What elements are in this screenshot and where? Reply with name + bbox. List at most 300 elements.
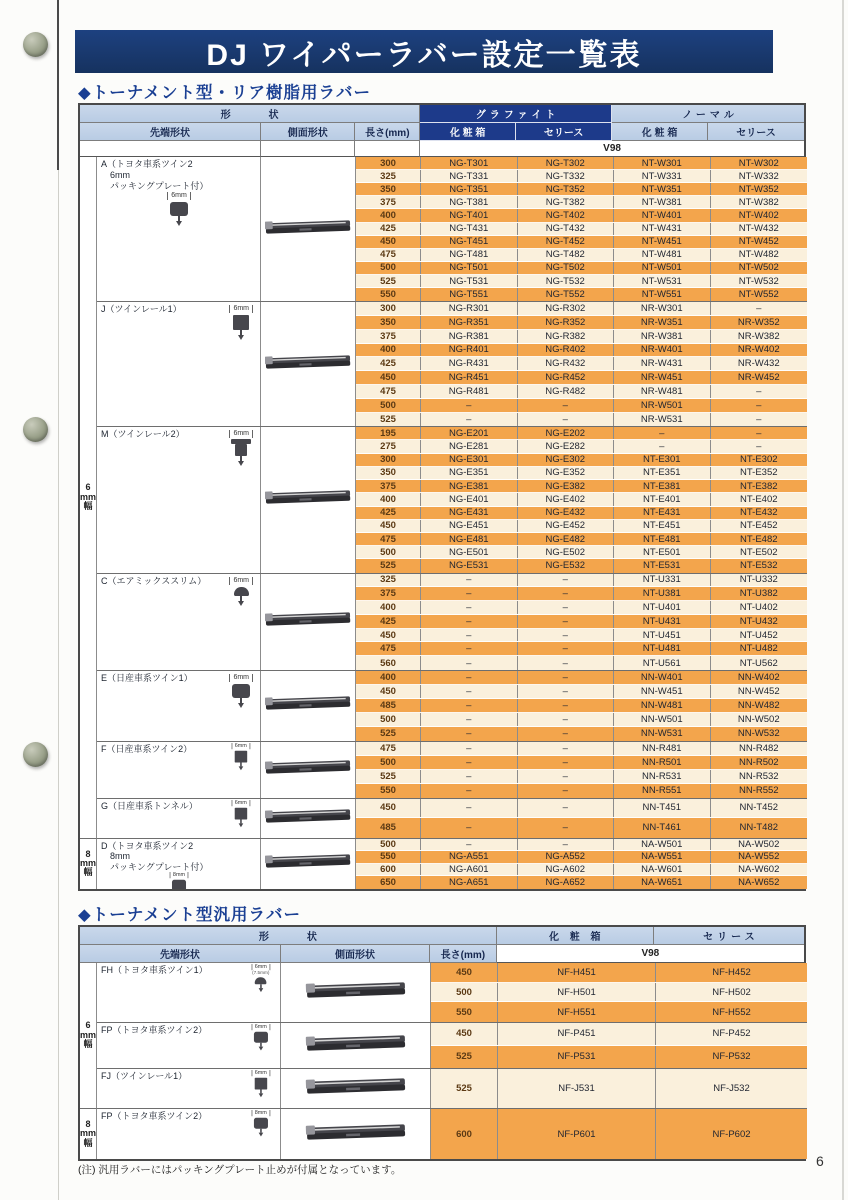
length-cell: 300 <box>356 302 421 315</box>
side-shape-cell <box>261 157 356 301</box>
part-number-cell: NG-R452 <box>518 371 615 384</box>
part-number-cell: NG-R481 <box>421 385 518 398</box>
part-number-cell: – <box>421 615 518 628</box>
table-row <box>431 963 807 983</box>
part-number-cell: NN-R482 <box>738 742 779 754</box>
tip-arrow-down-icon <box>259 988 264 992</box>
page-number: 6 <box>816 1153 824 1169</box>
length-cell: 500 <box>356 839 421 851</box>
group-M <box>97 427 807 573</box>
tip-shape-diagram <box>232 743 250 770</box>
part-number-cell: NG-A601 <box>421 864 518 876</box>
part-number-cell: – <box>518 413 615 427</box>
tip-shape-cell <box>97 157 261 301</box>
binder-hole <box>23 32 48 57</box>
tip-shape-diagram <box>101 192 257 226</box>
footnote: (注) 汎用ラバーにはパッキングプレート止めが付属となっています。 <box>78 1164 402 1176</box>
part-number-cell: NF-H552 <box>712 1006 751 1018</box>
part-number-cell: NT-E482 <box>740 533 778 545</box>
part-number-cell: – <box>518 587 615 600</box>
part-number-cell: – <box>421 685 518 698</box>
length-cell: 525 <box>356 559 421 572</box>
part-number-cell: NT-E402 <box>740 493 778 505</box>
part-number-cell: NG-T552 <box>518 288 615 301</box>
part-number-cell: NN-W531 <box>614 727 711 741</box>
part-number-cell: NF-H551 <box>498 1002 656 1022</box>
tip-width-label: 6mm <box>252 1070 270 1076</box>
side-profile-image <box>291 1075 421 1102</box>
length-cell: 500 <box>356 399 421 412</box>
part-number-cell: – <box>518 799 615 818</box>
group-label-row <box>101 1025 277 1058</box>
table1-model-row <box>80 141 804 157</box>
part-number-cell: NT-U382 <box>739 588 778 600</box>
col-header-box-graphite: 化 粧 箱 <box>420 123 516 141</box>
length-cell: 325 <box>356 170 421 182</box>
table-row <box>356 533 807 546</box>
length-cell: 525 <box>431 1046 498 1068</box>
empty-cell <box>80 141 261 157</box>
twin-tip-icon <box>254 1032 268 1043</box>
part-number-cell: – <box>518 742 615 755</box>
part-number-cell: NF-P452 <box>712 1028 751 1040</box>
part-number-cell: NG-E432 <box>518 507 615 519</box>
part-number-cell: – <box>421 399 518 412</box>
part-number-cell: NA-W651 <box>614 876 711 889</box>
part-number-cell: – <box>518 699 615 712</box>
table-row <box>356 546 807 559</box>
part-number-cell: NT-E432 <box>740 507 778 519</box>
part-number-cell: NT-W332 <box>738 170 779 182</box>
col-header-box: 化 粧 箱 <box>497 927 654 945</box>
length-cell: 450 <box>356 685 421 698</box>
table-row <box>356 262 807 275</box>
table-row <box>356 480 807 493</box>
rear-resin-rubber-table <box>78 103 806 891</box>
part-number-cell: NG-T351 <box>421 183 518 195</box>
length-cell: 300 <box>356 157 421 169</box>
part-number-cell: NF-J531 <box>498 1069 656 1108</box>
part-number-cell: NN-R501 <box>614 756 711 769</box>
group-label-row <box>101 1071 277 1105</box>
table-row <box>356 713 807 727</box>
part-number-cell: – <box>421 727 518 741</box>
tip-shape-cell <box>97 742 261 798</box>
part-number-cell: NG-T532 <box>518 275 615 287</box>
width-band-label: 幅 <box>83 1039 93 1050</box>
part-number-cell: NT-E381 <box>614 480 711 492</box>
part-number-cell: NG-R432 <box>518 357 615 370</box>
length-cell: 525 <box>356 727 421 741</box>
part-number-cell: NG-R382 <box>518 330 615 343</box>
width-band-label: 8 <box>85 1118 91 1129</box>
part-number-cell: – <box>421 574 518 587</box>
part-number-cell: NG-T551 <box>421 288 518 301</box>
part-number-cell: NF-P451 <box>498 1023 656 1045</box>
side-profile-image <box>265 805 351 832</box>
part-number-cell: – <box>518 784 615 798</box>
tip-arrow-down-icon <box>239 766 244 770</box>
table-row <box>431 1023 807 1046</box>
side-shape-cell <box>261 839 356 889</box>
part-number-cell: NN-R551 <box>614 784 711 798</box>
part-number-cell: NG-T381 <box>421 196 518 208</box>
part-number-cell: NR-W501 <box>614 399 711 412</box>
twin-tip-icon <box>172 880 186 889</box>
part-number-cell: – <box>421 770 518 783</box>
twin-tip-icon <box>170 202 188 216</box>
section-title-general: ◆トーナメント型汎用ラバー <box>78 906 302 924</box>
table-row <box>356 742 807 756</box>
part-number-cell: NG-E501 <box>421 546 518 558</box>
table-row <box>356 467 807 480</box>
group-label-row <box>101 576 257 606</box>
group-rows <box>356 671 807 741</box>
length-cell: 525 <box>356 413 421 427</box>
model-code: V98 <box>497 945 804 963</box>
side-shape-cell <box>261 302 356 426</box>
group-label-row <box>101 801 257 835</box>
group-F <box>97 742 807 799</box>
part-number-cell: NT-E451 <box>614 520 711 532</box>
part-number-cell: NF-J532 <box>713 1083 750 1094</box>
side-shape-cell <box>261 742 356 798</box>
part-number-cell: NG-T352 <box>518 183 615 195</box>
part-number-cell: NG-T451 <box>421 236 518 248</box>
part-number-cell: – <box>756 413 762 425</box>
table-row <box>356 385 807 399</box>
part-number-cell: NT-W402 <box>738 209 779 221</box>
part-number-cell: – <box>421 818 518 837</box>
table-row <box>356 493 807 506</box>
part-number-cell: NN-W532 <box>737 728 780 740</box>
part-number-cell: – <box>614 440 711 452</box>
table-row <box>356 770 807 784</box>
length-cell: 450 <box>356 236 421 248</box>
tip-width-label: 6mm <box>229 674 253 682</box>
part-number-cell: – <box>518 615 615 628</box>
part-number-cell: NT-E352 <box>740 467 778 479</box>
group-E <box>97 671 807 742</box>
part-number-cell: NR-W432 <box>737 358 780 370</box>
width-band-column <box>80 157 97 889</box>
part-number-cell: NT-E531 <box>614 559 711 572</box>
group-rows <box>356 742 807 798</box>
part-number-cell: NA-W652 <box>738 876 780 888</box>
part-number-cell: NN-R481 <box>614 742 711 755</box>
part-number-cell: NT-U481 <box>614 642 711 655</box>
part-number-cell: – <box>421 713 518 726</box>
part-number-cell: NG-R401 <box>421 344 518 357</box>
tip-shape-cell <box>97 1069 281 1108</box>
tip-arrow-down-icon <box>238 461 244 466</box>
table-row <box>356 413 807 427</box>
table-row <box>356 196 807 209</box>
part-number-cell: NT-U452 <box>739 629 778 641</box>
table-row <box>356 275 807 288</box>
tip-shape-cell <box>97 574 261 670</box>
table-row <box>356 507 807 520</box>
length-cell: 300 <box>356 454 421 466</box>
part-number-cell: NG-R301 <box>421 302 518 315</box>
length-cell: 650 <box>356 876 421 889</box>
table-row <box>356 629 807 643</box>
part-number-cell: NG-E352 <box>518 467 615 479</box>
table-row <box>356 685 807 699</box>
part-number-cell: – <box>518 574 615 587</box>
group-rows <box>356 574 807 670</box>
part-number-cell: NF-H451 <box>498 963 656 982</box>
table-row <box>356 784 807 798</box>
group-label: C（エアミックススリム） <box>101 575 207 586</box>
tip-arrow-down-icon <box>259 1133 264 1137</box>
part-number-cell: – <box>421 629 518 642</box>
group-label: J（ツインレール1） <box>101 304 182 315</box>
table-row <box>356 615 807 629</box>
group-rows <box>356 302 807 426</box>
part-number-cell: NT-W501 <box>614 262 711 274</box>
table1-header-row-2 <box>80 123 804 141</box>
tip-shape-diagram <box>229 674 253 708</box>
binder-hole <box>23 417 48 442</box>
part-number-cell: NN-W401 <box>614 671 711 684</box>
rail-tip-icon <box>235 807 247 819</box>
part-number-cell: NN-R502 <box>738 756 779 768</box>
groups-column <box>97 963 807 1159</box>
part-number-cell: NG-A551 <box>421 851 518 863</box>
model-code: V98 <box>420 141 804 157</box>
length-cell: 450 <box>356 629 421 642</box>
length-cell: 525 <box>431 1069 498 1108</box>
part-number-cell: NT-U332 <box>739 574 778 586</box>
length-cell: 600 <box>431 1109 498 1159</box>
side-profile-image <box>265 486 351 513</box>
part-number-cell: – <box>518 818 615 837</box>
table-row <box>356 574 807 588</box>
part-number-cell: NG-R402 <box>518 344 615 357</box>
table-row <box>356 223 807 236</box>
part-number-cell: NT-U451 <box>614 629 711 642</box>
part-number-cell: NR-W382 <box>737 330 780 342</box>
part-number-cell: – <box>421 784 518 798</box>
table-row <box>356 671 807 685</box>
length-cell: 560 <box>356 656 421 670</box>
part-number-cell: NR-W481 <box>614 385 711 398</box>
part-number-cell: NN-R531 <box>614 770 711 783</box>
group-rows <box>356 839 807 889</box>
page-right-edge <box>842 0 844 1200</box>
part-number-cell: NT-U431 <box>614 615 711 628</box>
width-band-6mm <box>80 963 97 1109</box>
tip-width-label: 6mm <box>232 743 250 749</box>
part-number-cell: NT-W481 <box>614 249 711 261</box>
table2-header-row-1 <box>80 927 804 945</box>
part-number-cell: NT-E502 <box>740 546 778 558</box>
part-number-cell: NT-W552 <box>738 289 779 301</box>
part-number-cell: NT-E431 <box>614 507 711 519</box>
part-number-cell: NG-E431 <box>421 507 518 519</box>
part-number-cell: NT-U401 <box>614 601 711 614</box>
width-band-6mm <box>80 157 97 839</box>
table-row <box>356 454 807 467</box>
binder-hole <box>23 742 48 767</box>
table-row <box>356 170 807 183</box>
part-number-cell: NT-W301 <box>614 157 711 169</box>
tip-arrow-down-icon <box>238 703 244 708</box>
mushroom-tip-icon <box>234 587 249 596</box>
part-number-cell: NT-W551 <box>614 288 711 301</box>
table-row <box>356 851 807 864</box>
part-number-cell: NT-U331 <box>614 574 711 587</box>
table-row <box>356 357 807 371</box>
part-number-cell: NG-E201 <box>421 427 518 439</box>
length-cell: 400 <box>356 209 421 221</box>
group-label: M（ツインレール2） <box>101 429 185 440</box>
part-number-cell: NG-E282 <box>518 440 615 452</box>
part-number-cell: NN-R552 <box>738 785 779 797</box>
part-number-cell: NF-P602 <box>712 1128 751 1140</box>
col-header-series: セリース <box>654 927 804 945</box>
part-number-cell: NG-E382 <box>518 480 615 492</box>
part-number-cell: NT-U482 <box>739 643 778 655</box>
group-label: FH（トヨタ車系ツイン1） <box>101 965 208 975</box>
part-number-cell: – <box>518 671 615 684</box>
part-number-cell: NT-U561 <box>614 656 711 670</box>
part-number-cell: – <box>421 839 518 851</box>
tip-width-sublabel: (7.5mm) <box>252 971 270 976</box>
col-header-box-normal: 化 粧 箱 <box>612 123 708 141</box>
part-number-cell: NN-R532 <box>738 770 779 782</box>
part-number-cell: NG-R482 <box>518 385 615 398</box>
part-number-cell: – <box>614 427 711 439</box>
table-row <box>356 427 807 440</box>
group-label: FP（トヨタ車系ツイン2） <box>101 1111 208 1121</box>
part-number-cell: NN-W402 <box>737 671 780 683</box>
width-band-column <box>80 963 97 1159</box>
section-title-rear-resin: ◆トーナメント型・リア樹脂用ラバー <box>78 84 372 102</box>
col-header-tip-shape: 先端形状 <box>80 945 281 963</box>
part-number-cell: NG-E202 <box>518 427 615 439</box>
part-number-cell: NN-W502 <box>737 713 780 725</box>
part-number-cell: – <box>421 601 518 614</box>
group-label-row <box>101 965 277 1000</box>
group-rows <box>356 799 807 838</box>
part-number-cell: NG-T432 <box>518 223 615 235</box>
table-row <box>356 316 807 330</box>
group-label-row <box>101 304 257 340</box>
group-FJ <box>97 1069 807 1109</box>
group-label: FP（トヨタ車系ツイン2） <box>101 1025 208 1035</box>
part-number-cell: NT-W502 <box>738 262 779 274</box>
part-number-cell: NG-A552 <box>518 851 615 863</box>
part-number-cell: NT-W302 <box>738 157 779 169</box>
tip-width-label: 8mm <box>170 872 188 878</box>
col-header-series-graphite: セリース <box>516 123 612 141</box>
tip-shape-diagram <box>252 964 270 992</box>
group-label: E（日産車系ツイン1） <box>101 672 193 683</box>
part-number-cell: NG-T302 <box>518 157 615 169</box>
width-band-label: mm <box>80 1128 97 1139</box>
part-number-cell: NG-R381 <box>421 330 518 343</box>
part-number-cell: NT-E452 <box>740 520 778 532</box>
tip-width-label: 6mm <box>229 577 253 585</box>
part-number-cell: NR-W431 <box>614 357 711 370</box>
part-number-cell: NN-T461 <box>614 818 711 837</box>
part-number-cell: NF-P531 <box>498 1046 656 1068</box>
tip-width-label: 6mm <box>232 800 250 806</box>
part-number-cell: – <box>518 399 615 412</box>
part-number-cell: NG-E281 <box>421 440 518 452</box>
part-number-cell: NG-R451 <box>421 371 518 384</box>
part-number-cell: NG-T331 <box>421 170 518 182</box>
side-profile-image <box>265 351 351 378</box>
length-cell: 450 <box>356 371 421 384</box>
length-cell: 350 <box>356 467 421 479</box>
rail-tip-icon <box>255 1078 267 1090</box>
part-number-cell: – <box>518 685 615 698</box>
group-label: D（トヨタ車系ツイン2 <box>101 840 194 851</box>
table-row <box>356 559 807 572</box>
group-label: パッキングプレート付） <box>101 862 209 873</box>
length-cell: 425 <box>356 357 421 370</box>
length-cell: 375 <box>356 330 421 343</box>
length-cell: 525 <box>356 275 421 287</box>
part-number-cell: NG-E402 <box>518 493 615 505</box>
part-number-cell: NG-T332 <box>518 170 615 182</box>
part-number-cell: – <box>421 642 518 655</box>
part-number-cell: – <box>518 727 615 741</box>
part-number-cell: NT-W452 <box>738 236 779 248</box>
side-profile-image <box>265 756 351 783</box>
part-number-cell: – <box>756 427 762 439</box>
table-row <box>356 601 807 615</box>
part-number-cell: NT-E382 <box>740 480 778 492</box>
part-number-cell: NG-E381 <box>421 480 518 492</box>
tip-shape-cell <box>97 1023 281 1068</box>
side-shape-cell <box>261 574 356 670</box>
part-number-cell: NG-A602 <box>518 864 615 876</box>
part-number-cell: NG-T301 <box>421 157 518 169</box>
part-number-cell: – <box>421 656 518 670</box>
width-band-label: mm <box>80 491 97 502</box>
part-number-cell: – <box>421 671 518 684</box>
group-FH <box>97 963 807 1023</box>
length-cell: 375 <box>356 587 421 600</box>
table-row <box>356 288 807 301</box>
tip-arrow-down-icon <box>238 335 244 340</box>
part-number-cell: NT-W381 <box>614 196 711 208</box>
part-number-cell: NG-A652 <box>518 876 615 889</box>
group-D <box>97 839 807 889</box>
part-number-cell: NT-U562 <box>739 657 778 669</box>
group-label: A（トヨタ車系ツイン2 <box>101 159 193 169</box>
part-number-cell: NA-W551 <box>614 851 711 863</box>
length-cell: 325 <box>356 574 421 587</box>
mushroom-tip-icon <box>255 977 267 984</box>
table-row <box>356 756 807 770</box>
col-header-tip-shape: 先端形状 <box>80 123 261 141</box>
length-cell: 550 <box>356 288 421 301</box>
part-number-cell: NR-W531 <box>614 413 711 427</box>
part-number-cell: NR-W402 <box>737 344 780 356</box>
group-label: パッキングプレート付） <box>101 180 209 191</box>
part-number-cell: – <box>518 642 615 655</box>
part-number-cell: NG-R302 <box>518 302 615 315</box>
table-row <box>356 371 807 385</box>
col-header-shape: 形 状 <box>80 927 497 945</box>
width-band-label: 幅 <box>83 1137 93 1148</box>
tip-arrow-down-icon <box>259 1093 264 1097</box>
